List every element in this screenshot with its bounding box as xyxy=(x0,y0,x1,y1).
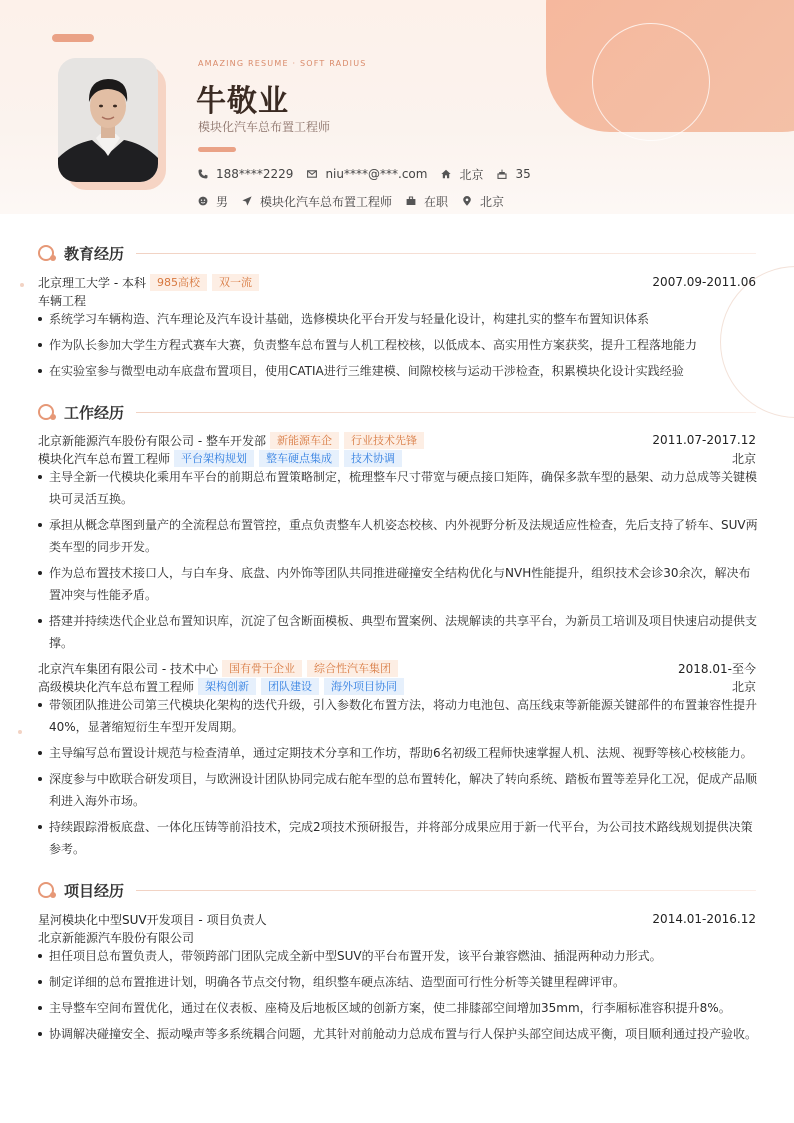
list-item: 主导整车空间布置优化，通过在仪表板、座椅及后地板区域的创新方案，使二排膝部空间增加35mm，行李厢标准容积提升8%。 xyxy=(38,997,758,1019)
decorative-blob xyxy=(546,0,794,132)
company-tag: 国有骨干企业 xyxy=(222,660,302,677)
job-bullets xyxy=(38,694,758,864)
decorative-pill xyxy=(52,34,94,42)
list-item: 主导编写总布置设计规范与检查清单，通过定期技术分享和工作坊，帮助6名初级工程师快速掌握人机、法规、视野等核心校核能力。 xyxy=(38,742,758,764)
resume-tagline: AMAZING RESUME · SOFT RADIUS xyxy=(198,59,367,68)
project-bullets xyxy=(38,945,758,1049)
candidate-title: 模块化汽车总布置工程师 xyxy=(198,120,331,134)
avatar xyxy=(58,58,158,182)
status-item xyxy=(406,193,448,210)
job-header xyxy=(38,431,756,449)
send-icon xyxy=(242,196,252,206)
work-section-title xyxy=(38,402,756,422)
list-item: 承担从概念草图到量产的全流程总布置管控，重点负责整车人机姿态校核、内外视野分析及法规适应性检查，先后支持了轿车、SUV两类车型的同步开发。 xyxy=(38,514,758,558)
age-item xyxy=(497,167,530,181)
job-date: 2018.01-至今 xyxy=(678,661,756,676)
list-item: 在实验室参与微型电动车底盘布置项目，使用CATIA进行三维建模、间隙校核与运动干涉检查，积累模块化设计实践经验 xyxy=(38,360,758,382)
phone-icon xyxy=(198,169,208,179)
list-item: 搭建并持续迭代企业总布置知识库，沉淀了包含断面模板、典型布置案例、法规解读的共享平台，为新员工培训及项目快速启动提供支撑。 xyxy=(38,610,758,654)
project-org: 北京新能源汽车股份有限公司 xyxy=(38,930,195,945)
job-position: 模块化汽车总布置工程师 xyxy=(38,451,171,466)
skill-tag: 架构创新 xyxy=(198,678,256,695)
section-bullet-icon xyxy=(38,244,56,262)
skill-tag: 平台架构规划 xyxy=(174,450,254,467)
skill-tag: 整车硬点集成 xyxy=(259,450,339,467)
project-header xyxy=(38,910,756,928)
job-location: 北京 xyxy=(731,679,756,694)
education-section-title xyxy=(38,243,756,263)
candidate-name: 牛敬业 xyxy=(196,84,289,119)
email-item xyxy=(307,167,427,181)
portrait-image xyxy=(58,58,158,182)
company-tag: 行业技术先锋 xyxy=(344,432,424,449)
education-date: 2007.09-2011.06 xyxy=(652,275,756,289)
location-pin-icon xyxy=(462,196,472,206)
section-bullet-icon xyxy=(38,881,56,899)
skill-tag: 技术协调 xyxy=(344,450,402,467)
project-date: 2014.01-2016.12 xyxy=(652,912,756,926)
city-item xyxy=(441,166,483,183)
list-item: 深度参与中欧联合研发项目，与欧洲设计团队协同完成右舵车型的总布置转化，解决了转向系统、踏板布置等差异化工况，促成产品顺利进入海外市场。 xyxy=(38,768,758,812)
job-header xyxy=(38,659,756,677)
project-org-row xyxy=(38,928,756,946)
job-date: 2011.07-2017.12 xyxy=(652,433,756,447)
list-item: 带领团队推进公司第三代模块化架构的迭代升级，引入参数化布置方法，将动力电池包、高压线束等新能源关键部件的布置兼容性提升40%，显著缩短衍生车型开发周期。 xyxy=(38,694,758,738)
resume-header xyxy=(0,0,794,214)
job-position-row xyxy=(38,677,756,695)
decorative-ring xyxy=(592,23,710,141)
phone-item xyxy=(198,167,293,181)
target-position-text: 模块化汽车总布置工程师 xyxy=(260,194,393,209)
decorative-dot xyxy=(20,283,24,287)
gender-text: 男 xyxy=(216,194,229,209)
profile-row xyxy=(198,193,518,209)
list-item: 担任项目总布置负责人，带领跨部门团队完成全新中型SUV的平台布置开发，该平台兼容燃油、插混两种动力形式。 xyxy=(38,945,758,967)
mail-icon xyxy=(307,169,317,179)
school-tag: 985高校 xyxy=(150,274,207,291)
city-text: 北京 xyxy=(459,167,484,182)
list-item: 系统学习车辆构造、汽车理论及汽车设计基础，选修模块化平台开发与轻量化设计，构建扎实的整车布置知识体系 xyxy=(38,308,758,330)
target-city-text: 北京 xyxy=(480,194,505,209)
list-item: 主导全新一代模块化乘用车平台的前期总布置策略制定，梳理整车尺寸带宽与硬点接口矩阵，确保多款车型的悬架、动力总成等关键模块可灵活互换。 xyxy=(38,466,758,510)
contact-row xyxy=(198,166,545,182)
list-item: 持续跟踪滑板底盘、一体化压铸等前沿技术，完成2项技术预研报告，并将部分成果应用于新一代平台，为公司技术路线规划提供决策参考。 xyxy=(38,816,758,860)
project-section-title xyxy=(38,880,756,900)
list-item: 作为队长参加大学生方程式赛车大赛，负责整车总布置与人机工程校核，以低成本、高实用性方案获奖，提升工程落地能力 xyxy=(38,334,758,356)
school-tag: 双一流 xyxy=(212,274,259,291)
accent-bar xyxy=(198,147,236,152)
education-bullets xyxy=(38,308,758,386)
cake-icon xyxy=(497,169,507,179)
section-bullet-icon xyxy=(38,403,56,421)
project-heading: 项目经历 xyxy=(64,881,125,900)
section-divider xyxy=(136,412,756,413)
major: 车辆工程 xyxy=(38,293,87,308)
target-city-item xyxy=(462,193,504,210)
gender-icon xyxy=(198,196,208,206)
list-item: 作为总布置技术接口人，与白车身、底盘、内外饰等团队共同推进碰撞安全结构优化与NVH性能提升，组织技术会诊30余次，解决布置冲突与性能矛盾。 xyxy=(38,562,758,606)
section-divider xyxy=(136,890,756,891)
job-position-row xyxy=(38,449,756,467)
skill-tag: 海外项目协同 xyxy=(324,678,404,695)
education-entry-header xyxy=(38,273,756,291)
phone-text: 188****2229 xyxy=(216,167,294,181)
project-name: 星河模块化中型SUV开发项目 - 项目负责人 xyxy=(38,912,267,927)
list-item: 制定详细的总布置推进计划，明确各节点交付物，组织整车硬点冻结、造型面可行性分析等关键里程碑评审。 xyxy=(38,971,758,993)
company-name: 北京新能源汽车股份有限公司 - 整车开发部 xyxy=(38,433,266,448)
section-divider xyxy=(136,253,756,254)
education-heading: 教育经历 xyxy=(64,244,125,263)
company-name: 北京汽车集团有限公司 - 技术中心 xyxy=(38,661,218,676)
job-location: 北京 xyxy=(731,451,756,466)
decorative-dot xyxy=(18,730,22,734)
briefcase-icon xyxy=(406,196,416,206)
skill-tag: 团队建设 xyxy=(261,678,319,695)
work-heading: 工作经历 xyxy=(64,403,125,422)
email-text: niu****@***.com xyxy=(325,167,428,181)
job-bullets xyxy=(38,466,758,658)
target-position-item xyxy=(242,193,392,210)
age-text: 35 xyxy=(515,167,531,181)
status-text: 在职 xyxy=(424,194,449,209)
job-position: 高级模块化汽车总布置工程师 xyxy=(38,679,195,694)
education-major-row xyxy=(38,291,756,309)
company-tag: 新能源车企 xyxy=(270,432,339,449)
company-tag: 综合性汽车集团 xyxy=(307,660,398,677)
gender-item xyxy=(198,193,228,210)
home-icon xyxy=(441,169,451,179)
list-item: 协调解决碰撞安全、振动噪声等多系统耦合问题，尤其针对前舱动力总成布置与行人保护头部空间达成平衡，项目顺利通过投产验收。 xyxy=(38,1023,758,1045)
school-name: 北京理工大学 - 本科 xyxy=(38,275,146,290)
